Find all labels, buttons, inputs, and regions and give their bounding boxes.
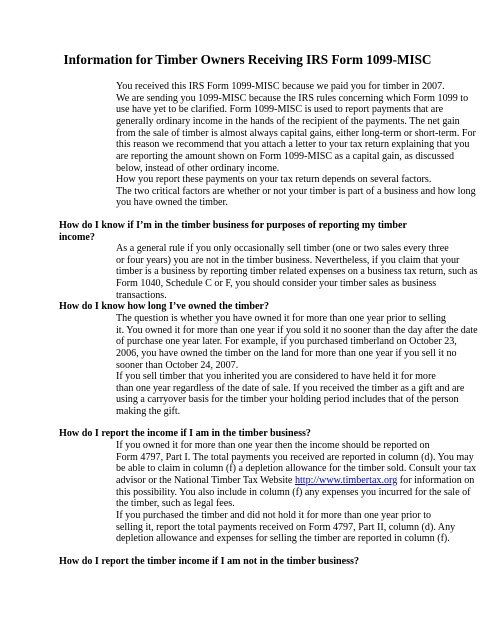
timber-business-paragraph <box>59 243 478 301</box>
document-title: Information for Timber Owners Receiving IRS Form 1099-MISC <box>63 52 432 67</box>
text-line: or four years) you are not in the timber business. Nevertheless, if you claim that your <box>116 254 460 266</box>
text-line: transactions. <box>116 289 167 301</box>
text-line: are reporting the amount shown on Form 1099-MISC as a capital gain, as discussed <box>116 150 455 162</box>
text-line: this reason we recommend that you attach a letter to your tax return explaining that you <box>116 139 470 151</box>
text-line: If you purchased the timber and did not hold it for more than one year prior to <box>116 510 432 521</box>
text-line: How do I report the timber income if I am not in the timber business? <box>59 556 360 567</box>
text-line: be able to claim in column (f) a depletion allowance for the timber sold. Consult your tax <box>116 463 477 475</box>
text-line: this possibility. You also include in column (f) any expenses you incurred for the sale of <box>116 486 471 498</box>
text-line: income? <box>59 231 95 243</box>
text-line: We are sending you 1099-MISC because the IRS rules concerning which Form 1099 to <box>116 92 469 104</box>
text-line: If you sell timber that you inherited you are considered to have held it for more <box>116 371 436 382</box>
text-line: depletion allowance and expenses for selling the timber are reported in column (f). <box>116 533 450 545</box>
text-line: it. You owned it for more than one year if you sold it no sooner than the day after the date <box>116 324 478 336</box>
ownership-paragraph-1 <box>59 313 478 371</box>
text-line: How you report these payments on your tax return depends on several factors. <box>116 174 432 185</box>
intro-paragraph-1 <box>59 81 476 174</box>
section-heading-non-business-income <box>59 556 449 568</box>
text-line: How do I know if I’m in the timber business for purposes of reporting my timber <box>59 220 407 231</box>
intro-paragraph-2 <box>59 174 476 209</box>
business-income-paragraph-2 <box>59 510 456 545</box>
text-line: using a carryover basis for the timber your holding period includes that of the person <box>116 394 459 406</box>
ownership-paragraph-2 <box>59 371 465 418</box>
text-line: Form 1040, Schedule C or F, you should consider your timber sales as business <box>116 277 437 289</box>
text-line: As a general rule if you only occasionally sell timber (one or two sales every three <box>116 243 449 254</box>
text-line: timber is a business by reporting timber related expenses on a business tax return, such as <box>116 266 478 278</box>
text-line: use have yet to be clarified. Form 1099-MISC is used to report payments that are <box>116 104 444 116</box>
text-line: Form 4797, Part I. The total payments you received are reported in column (d). You may <box>116 451 474 463</box>
text-line: The two critical factors are whether or not your timber is part of a business and how long <box>116 185 476 197</box>
text-line-with-link <box>59 474 475 487</box>
text-line: selling it, report the total payments received on Form 4797, Part II, column (d). Any <box>116 521 456 533</box>
text-line: How do I report the income if I am in the timber business? <box>59 428 311 439</box>
section-heading-business-income <box>59 428 449 440</box>
text-line: than one year regardless of the date of sale. If you received the timber as a gift and are <box>116 382 465 394</box>
text-line: If you owned it for more than one year then the income should be reported on <box>116 440 430 451</box>
text-line: below, instead of other ordinary income. <box>116 162 280 174</box>
link-trail-text: for information on <box>397 474 475 486</box>
business-income-paragraph-1 <box>59 440 477 510</box>
text-line: How do I know how long I’ve owned the timber? <box>59 301 270 312</box>
link-lead-text: advisor or the National Timber Tax Website <box>116 474 295 486</box>
timbertax-website-link[interactable]: http://www.timbertax.org <box>294 474 398 486</box>
section-heading-timber-business <box>59 220 449 243</box>
text-line: from the sale of timber is almost always capital gains, either long-term or short-term. For <box>116 127 476 139</box>
text-line: the timber, such as legal fees. <box>116 498 235 510</box>
text-line: The question is whether you have owned it for more than one year prior to selling <box>116 313 446 324</box>
text-line: making the gift. <box>116 405 181 417</box>
section-heading-ownership-duration <box>59 301 449 313</box>
text-line: sooner than October 24, 2007. <box>116 359 239 371</box>
text-line: You received this IRS Form 1099-MISC because we paid you for timber in 2007. <box>116 81 445 92</box>
text-line: generally ordinary income in the hands of the recipient of the payments. The net gain <box>116 115 460 127</box>
text-line: 2006, you have owned the timber on the land for more than one year if you sell it no <box>116 347 457 359</box>
text-line: of purchase one year later. For example, if you purchased timberland on October 23, <box>116 336 457 348</box>
text-line: you have owned the timber. <box>116 197 228 209</box>
